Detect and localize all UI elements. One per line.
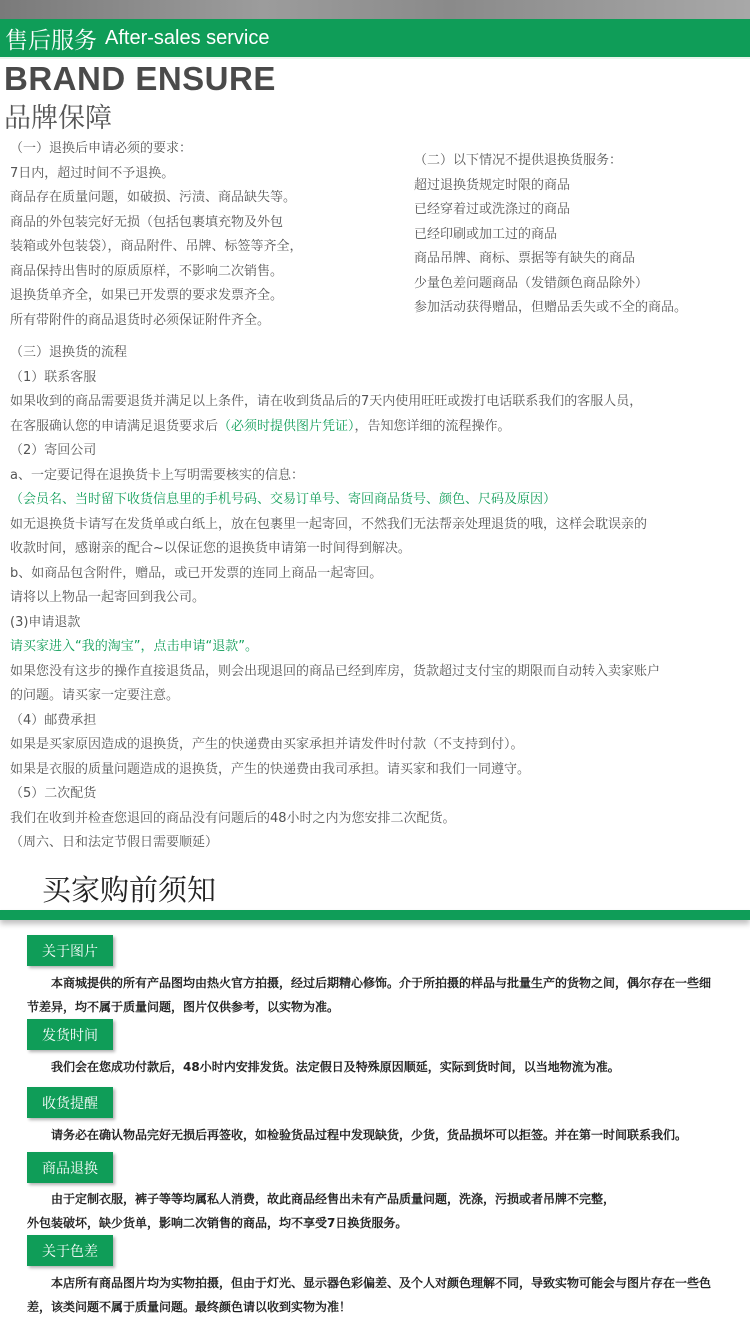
notice-text-color — [27, 1271, 727, 1319]
tag-returns: 商品退换 — [27, 1152, 113, 1183]
requirement-line: 退换货单齐全，如果已开发票的要求发票齐全。 — [10, 288, 284, 303]
tag-shipping-time: 发货时间 — [27, 1019, 113, 1050]
return-requirements — [10, 137, 303, 333]
process-line: 在客服确认您的申请满足退货要求后（必须时提供图片凭证），告知您详细的流程操作。 — [10, 418, 511, 434]
tag-color-difference: 关于色差 — [27, 1235, 113, 1266]
requirement-line: 所有带附件的商品退货时必须保证附件齐全。 — [10, 312, 271, 328]
tag-receiving-reminder: 收货提醒 — [27, 1087, 113, 1118]
process-line: 收款时间，感谢亲的配合~以保证您的退换货申请第一时间得到解决。 — [10, 541, 411, 556]
green-divider — [0, 910, 750, 920]
refund-instruction: 请买家进入“我的淘宝”，点击申请“退款”。 — [10, 639, 258, 654]
header-title-en: After-sales service — [105, 26, 270, 49]
exclusion-line: （二）以下情况不提供退换货服务： — [414, 153, 623, 168]
process-line: b、如商品包含附件，赠品，或已开发票的连同上商品一起寄回。 — [10, 565, 383, 581]
notice-line: 节差异，均不属于质量问题，图片仅供参考，以实物为准。 — [27, 1000, 340, 1014]
requirement-line: （一）退换后申请必须的要求： — [10, 141, 193, 156]
requirement-line: 商品保持出售时的原质原样，不影响二次销售。 — [10, 263, 284, 279]
process-line: 如果收到的商品需要退货并满足以上条件，请在收到货品后的7天内使用旺旺或拨打电话联系我们的客服人员， — [10, 394, 643, 409]
exclusion-line: 已经印刷或加工过的商品 — [414, 226, 558, 242]
required-info-note: （会员名、当时留下收货信息里的手机号码、交易订单号、寄回商品货号、颜色、尺码及原因） — [10, 492, 557, 507]
notice-text-images — [27, 971, 727, 1019]
exclusion-line: 商品吊牌、商标、票据等有缺失的商品 — [414, 251, 636, 266]
exclusion-line: 少量色差问题商品（发错颜色商品除外） — [414, 275, 649, 291]
notice-line: 本店所有商品图片均为实物拍摄，但由于灯光、显示器色彩偏差、及个人对颜色理解不同，导致实物可能会与图片存在一些色 — [51, 1276, 712, 1290]
process-title: （三）退换货的流程 — [10, 345, 128, 360]
notice-line: 差，该类问题不属于质量问题。最终颜色请以收到实物为准！ — [27, 1300, 352, 1314]
photo-proof-note: （必须时提供图片凭证） — [218, 418, 355, 434]
tag-about-images: 关于图片 — [27, 935, 113, 966]
notice-text-shipping — [27, 1055, 727, 1079]
notice-line: 我们会在您成功付款后，48小时内安排发货。法定假日及特殊原因顺延，实际到货时间，以当地物流为准。 — [51, 1060, 620, 1074]
process-line: 如果是衣服的质量问题造成的退换货，产生的快递费由我司承担。请买家和我们一同遵守。 — [10, 761, 531, 777]
exclusion-line: 超过退换货规定时限的商品 — [414, 177, 571, 193]
step-title: (3)申请退款 — [10, 614, 81, 630]
step-title: （4）邮费承担 — [10, 712, 97, 728]
section-header — [0, 19, 750, 59]
top-photo-strip — [0, 0, 750, 19]
requirement-line: 商品的外包装完好无损（包括包裹填充物及外包 — [10, 214, 284, 230]
process-line: （周六、日和法定节假日需要顺延） — [10, 835, 219, 850]
brand-title-en: BRAND ENSURE — [4, 60, 276, 97]
process-line: 请将以上物品一起寄回到我公司。 — [10, 590, 206, 605]
notice-text-returns — [27, 1187, 727, 1235]
no-return-cases — [414, 149, 687, 321]
requirement-line: 7日内，超过时间不予退换。 — [10, 165, 175, 181]
return-process — [10, 341, 745, 856]
notice-text-receiving — [27, 1123, 727, 1147]
process-line: 如果是买家原因造成的退换货，产生的快递费由买家承担并请发件时付款（不支持到付）。 — [10, 737, 524, 752]
notice-title: 买家购前须知 — [42, 873, 217, 907]
step-title: （1）联系客服 — [10, 369, 97, 385]
brand-title-zh: 品牌保障 — [4, 103, 112, 134]
notice-line: 请务必在确认物品完好无损后再签收，如检验货品过程中发现缺货，少货，货品损坏可以拒签。并在第一时间联系我们。 — [51, 1128, 688, 1142]
header-title-zh: 售后服务 — [5, 27, 97, 54]
step-title: （5）二次配货 — [10, 786, 97, 801]
process-line: a、一定要记得在退换货卡上写明需要核实的信息： — [10, 467, 304, 483]
step-title: （2）寄回公司 — [10, 443, 97, 458]
exclusion-line: 参加活动获得赠品，但赠品丢失或不全的商品。 — [414, 300, 688, 315]
process-line: 如果您没有这步的操作直接退货品，则会出现退回的商品已经到库房，货款超过支付宝的期限而自动转入卖家账户 — [10, 663, 661, 679]
process-line: 的问题。请买家一定要注意。 — [10, 688, 180, 703]
notice-line: 外包装破坏，缺少货单，影响二次销售的商品，均不享受7日换货服务。 — [27, 1216, 408, 1230]
requirement-line: 装箱或外包装袋），商品附件、吊牌、标签等齐全， — [10, 239, 303, 254]
process-line: 我们在收到并检查您退回的商品没有问题后的48小时之内为您安排二次配货。 — [10, 810, 456, 826]
notice-line: 本商城提供的所有产品图均由热火官方拍摄，经过后期精心修饰。介于所拍摄的样品与批量生产的货物之间，偶尔存在一些细 — [51, 976, 712, 990]
notice-line: 由于定制衣服，裤子等等均属私人消费，故此商品经售出未有产品质量问题，洗涤，污损或者吊牌不完整， — [51, 1192, 616, 1206]
requirement-line: 商品存在质量问题，如破损、污渍、商品缺失等。 — [10, 190, 297, 205]
process-line: 如无退换货卡请写在发货单或白纸上，放在包裹里一起寄回，不然我们无法帮亲处理退货的哦，这样会耽误亲的 — [10, 516, 648, 532]
exclusion-line: 已经穿着过或洗涤过的商品 — [414, 202, 571, 217]
